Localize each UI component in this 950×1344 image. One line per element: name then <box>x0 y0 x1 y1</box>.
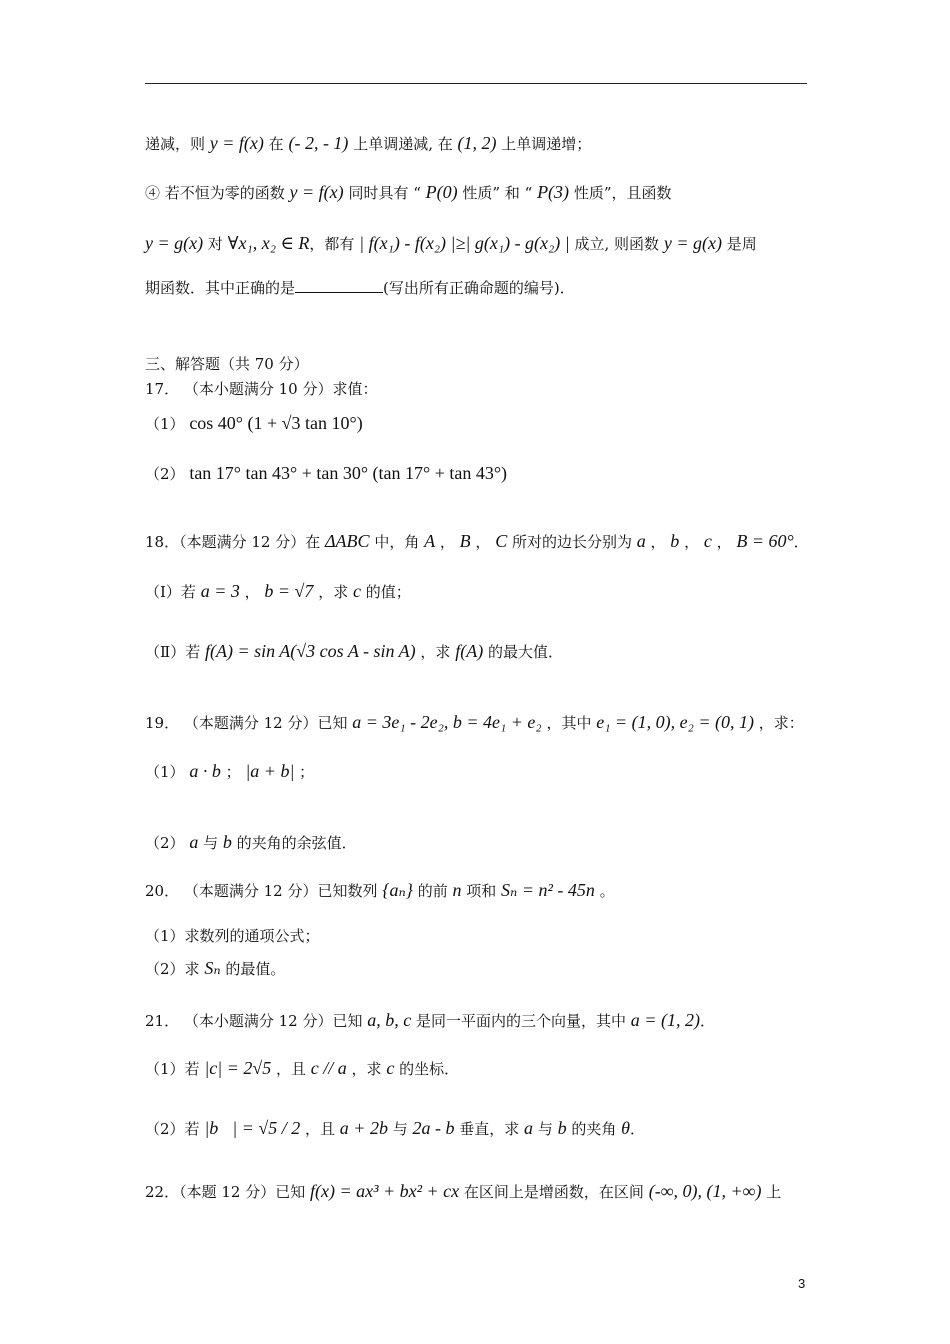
math-expression: cos 40° (1 + √3 tan 10°) <box>189 413 363 433</box>
math-expression: 2a - b <box>412 1118 455 1138</box>
math-expression: y = g(x) <box>663 233 722 253</box>
text-segment: （1）求数列的通项公式； <box>145 927 320 945</box>
text-line <box>145 640 563 663</box>
text-segment: 的值； <box>360 583 411 601</box>
text-segment: （Ⅱ）若 <box>145 643 205 661</box>
math-expression: a = 3 <box>200 581 240 601</box>
math-expression: y = f(x) <box>289 182 344 202</box>
text-line <box>145 580 411 603</box>
text-segment: ． <box>793 533 809 551</box>
text-segment: （1）若 <box>145 1060 205 1078</box>
text-segment: ， <box>679 533 704 551</box>
text-segment: ，且 <box>300 1120 340 1138</box>
text-segment: 的最值。 <box>220 960 286 978</box>
page-number: 3 <box>798 1276 806 1291</box>
math-expression: P(3) <box>537 182 570 202</box>
text-segment: ， <box>239 583 265 601</box>
text-segment: 上 <box>761 1183 782 1201</box>
text-line <box>145 530 809 553</box>
text-segment: 性质” 和 “ <box>457 184 538 202</box>
math-expression: ΔABC <box>324 531 370 551</box>
text-line <box>145 232 757 255</box>
text-segment: （2）求 <box>145 960 205 978</box>
text-segment: 与 <box>533 1120 558 1138</box>
math-expression: a <box>524 1118 534 1138</box>
text-segment: 的夹角的余弦值． <box>231 834 357 852</box>
text-segment: ； <box>220 763 246 781</box>
text-line <box>145 353 309 375</box>
math-expression: b <box>557 1118 567 1138</box>
text-segment: ，都有 <box>309 235 360 253</box>
text-segment: 19． （本题满分 12 分）已知 <box>145 714 353 732</box>
text-line <box>145 1009 715 1032</box>
math-expression: |c| = 2√5 <box>204 1058 272 1078</box>
text-segment: （2） <box>145 465 190 483</box>
math-expression: a + 2b <box>339 1118 388 1138</box>
text-segment: ，求 <box>313 583 353 601</box>
text-segment: 17． （本小题满分 10 分）求值： <box>145 380 378 398</box>
math-expression: e₁ = (1, 0), e₂ = (0, 1) <box>596 712 754 732</box>
math-expression: a = 3e₁ - 2e₂, b = 4e₁ + e₂ <box>352 712 542 732</box>
text-line <box>145 462 507 485</box>
text-line <box>145 879 615 902</box>
text-line <box>145 1180 781 1203</box>
text-segment: 垂直，求 <box>454 1120 525 1138</box>
text-segment: ； <box>294 763 315 781</box>
text-segment: 的最大值． <box>483 643 563 661</box>
math-expression: (- 2, - 1) <box>288 133 349 153</box>
text-segment: 的前 <box>412 882 453 900</box>
text-segment: （Ⅰ）若 <box>145 583 201 601</box>
text-segment: ，求： <box>753 714 804 732</box>
math-expression: Sₙ <box>204 958 221 978</box>
text-segment: (写出所有正确命题的编号)． <box>383 279 575 297</box>
math-expression: c <box>386 1058 395 1078</box>
math-expression: a, b, c <box>367 1010 412 1030</box>
math-expression: c // a <box>310 1058 347 1078</box>
text-segment: 在 <box>263 135 289 153</box>
math-expression: c <box>352 581 361 601</box>
math-expression: a <box>636 531 646 551</box>
text-segment: 21． （本小题满分 12 分）已知 <box>145 1012 368 1030</box>
text-segment: 成立, 则函数 <box>569 235 664 253</box>
text-segment: （2） <box>145 834 190 852</box>
text-line <box>145 412 363 435</box>
text-segment: ， <box>470 533 496 551</box>
math-expression: ∀x₁, x₂ ∈ R <box>227 233 310 253</box>
text-segment: 是周 <box>721 235 757 253</box>
text-line <box>145 277 575 299</box>
math-expression: n <box>452 880 462 900</box>
text-line <box>145 957 285 980</box>
text-segment: 中，角 <box>369 533 425 551</box>
math-expression: {aₙ} <box>382 880 413 900</box>
text-segment: 与 <box>198 834 223 852</box>
math-expression: f(A) <box>455 641 484 661</box>
math-expression: tan 17° tan 43° + tan 30° (tan 17° + tan 43°) <box>189 463 508 483</box>
text-segment: ，其中 <box>541 714 597 732</box>
text-line <box>145 711 804 734</box>
text-segment: 在区间上是增函数，在区间 <box>459 1183 649 1201</box>
text-line <box>145 1057 459 1080</box>
text-line <box>145 1117 645 1140</box>
text-line <box>145 132 591 155</box>
text-segment: （1） <box>145 763 190 781</box>
text-segment: 20． （本题满分 12 分）已知数列 <box>145 882 383 900</box>
text-line <box>145 831 357 854</box>
text-line <box>145 760 314 783</box>
text-segment: 期函数．其中正确的是 <box>145 279 296 297</box>
answer-blank <box>295 278 383 293</box>
text-segment: ，且 <box>271 1060 311 1078</box>
text-segment: ， <box>435 533 460 551</box>
math-expression: (-∞, 0), (1, +∞) <box>648 1181 762 1201</box>
text-segment: （1） <box>145 415 190 433</box>
text-segment: 对 <box>203 235 228 253</box>
math-expression: P(0) <box>425 182 458 202</box>
math-expression: c <box>703 531 712 551</box>
math-expression: a · b <box>189 761 221 781</box>
text-segment: 性质”，且函数 <box>569 184 672 202</box>
text-segment: （2）若 <box>145 1120 205 1138</box>
text-line <box>145 925 320 947</box>
math-expression: B = 60° <box>736 531 794 551</box>
math-expression: (1, 2) <box>457 133 497 153</box>
text-segment: ． <box>699 1012 715 1030</box>
text-segment: ． <box>629 1120 645 1138</box>
math-expression: y = f(x) <box>209 133 264 153</box>
text-segment: 同时具有 “ <box>343 184 426 202</box>
math-expression: C <box>495 531 508 551</box>
text-segment: 与 <box>387 1120 413 1138</box>
text-line <box>145 181 671 204</box>
text-segment: 所对的边长分别为 <box>507 533 637 551</box>
math-expression: b <box>222 832 232 852</box>
math-expression: |b⃗| = √5 / 2 <box>204 1118 301 1138</box>
math-expression: y = g(x) <box>145 233 204 253</box>
header-rule <box>145 83 807 84</box>
text-segment: 22．（本题 12 分）已知 <box>145 1183 310 1201</box>
math-expression: |a + b| <box>245 761 295 781</box>
text-line <box>145 378 377 400</box>
text-segment: ， <box>711 533 737 551</box>
math-expression: a = (1, 2) <box>630 1010 700 1030</box>
text-segment: ， <box>645 533 671 551</box>
math-expression: | f(x₁) - f(x₂) |≥| g(x₁) - g(x₂) | <box>359 233 570 253</box>
text-segment: 项和 <box>461 882 502 900</box>
text-segment: 上单调递减, 在 <box>348 135 458 153</box>
math-expression: a <box>189 832 199 852</box>
text-segment: 的夹角 <box>566 1120 622 1138</box>
text-segment: 三、解答题（共 70 分） <box>145 355 309 373</box>
math-expression: Sₙ = n² - 45n <box>501 880 595 900</box>
math-expression: f(x) = ax³ + bx² + cx <box>309 1181 460 1201</box>
text-segment: 18．（本题满分 12 分）在 <box>145 533 325 551</box>
text-segment: 上单调递增； <box>496 135 592 153</box>
math-expression: b <box>670 531 680 551</box>
math-expression: b = √7 <box>264 581 314 601</box>
math-expression: f(A) = sin A(√3 cos A - sin A) <box>204 641 416 661</box>
text-segment: ，求 <box>346 1060 387 1078</box>
math-expression: B <box>459 531 471 551</box>
text-segment: ，求 <box>415 643 456 661</box>
math-expression: A <box>424 531 436 551</box>
math-expression: θ <box>621 1118 630 1138</box>
text-segment: 是同一平面内的三个向量，其中 <box>411 1012 631 1030</box>
text-segment: 递减，则 <box>145 135 210 153</box>
text-segment: 。 <box>594 882 615 900</box>
text-segment: 的坐标． <box>394 1060 460 1078</box>
text-segment: ④ 若不恒为零的函数 <box>145 184 290 202</box>
